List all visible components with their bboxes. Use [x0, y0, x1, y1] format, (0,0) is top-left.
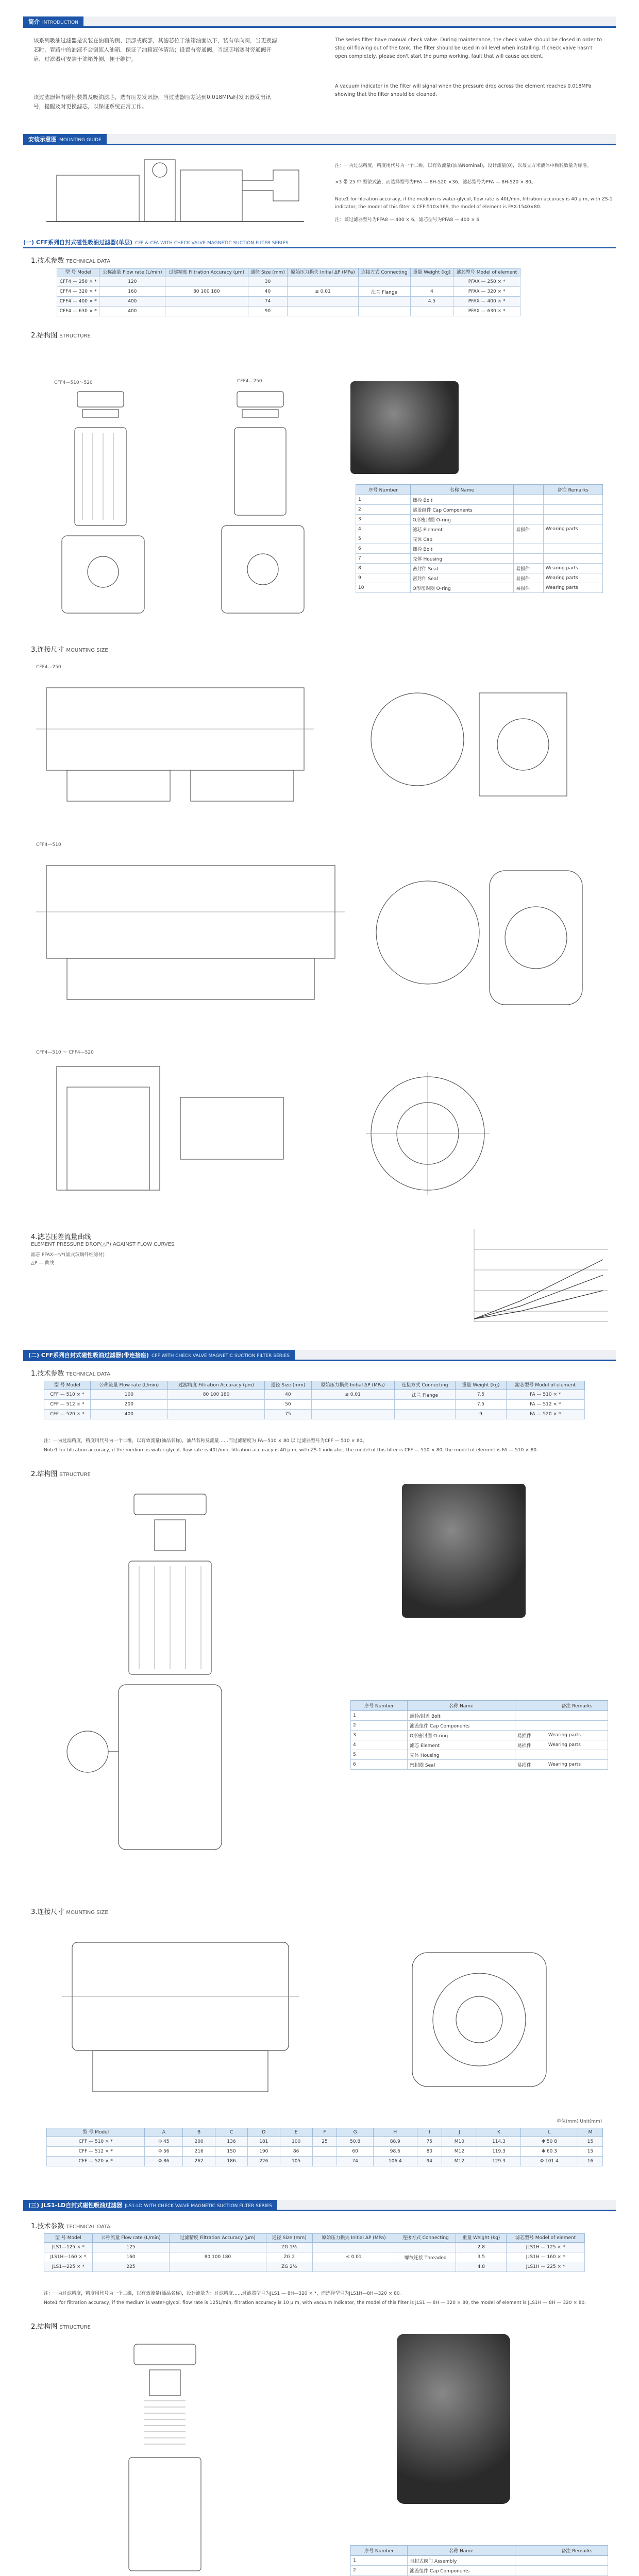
table-row: CFF — 520 × * Φ 86 262 186 226 105 74 106.4 94 M12 129.3 Φ 101 4 16 [47, 2157, 603, 2166]
s2-label-en: CFF WITH CHECK VALVE MAGNETIC SUCTION FILTER SERIES [152, 1353, 290, 1359]
s2-exploded-view [57, 1489, 325, 1880]
s3-exploded-view [52, 2339, 309, 2576]
install-label: 安装示意图 [28, 136, 57, 143]
s1-label: (一) CFF系列自封式磁性吸油过滤器(单层) [23, 239, 133, 246]
table-row: 4 滤芯 Element 易损件 Wearing parts [356, 524, 603, 534]
s2-note: 注：一为过滤精度，精度用代号为一个二维，以有效流量(油品名称)，油品名称及流量……而过滤精度为 FA—510 × 80 以 过滤器型号为CFF — 510 × 80。 [44, 1438, 367, 1444]
table-row: JLS1—225 × * 225 ZG 2½ 4.8 JLS1H — 225 × * [44, 2262, 585, 2272]
table-row: CFF4 — 630 × * 400 90 PFAX — 630 × * [57, 307, 520, 316]
table-row: 5 壳体 Cap [356, 534, 603, 544]
s3-product-photo [397, 2334, 510, 2504]
table-row: 8 密封件 Seal 易损件 Wearing parts [356, 564, 603, 573]
table-row: CFF4 — 250 × * 120 30 PFAX — 250 × * [57, 277, 520, 287]
s2-product-photo [402, 1484, 526, 1618]
table-row: 2 滤盖组件 Cap Components [356, 505, 603, 515]
table-row: 5 壳体 Housing [351, 1750, 608, 1760]
s1-curve-note2: △P — 曲线 [31, 1261, 55, 1266]
s3-note-en: Note1 for filtration accuracy, if the medium is water-glycol, flow rate is 125L/min, filtration accuracy is 10 μ m, with vacuum indicator, the model of this filter is JLS1 — 8H — 320 × 80, the model of element is JLS1H — 8H — 320 × 80. [44, 2300, 586, 2306]
s1-label-en: CFF & CFA WITH CHECK VALVE MAGNETIC SUCTION FILTER SERIES [135, 241, 289, 246]
table-row: 1 螺栓/封盖 Bolt [351, 1711, 608, 1721]
s1-struct-label-a: CFF4—510～520 [54, 380, 93, 385]
s3-label: (三) JLS1-LD自封式磁性吸油过滤器 [28, 2202, 123, 2209]
install-header [23, 134, 616, 145]
s2-mount-drawing [52, 1922, 608, 2112]
s1-product-photo [350, 381, 459, 474]
intro-cn2: 该过滤器带有磁性装置及吸油滤芯，选有压差发讯器，当过滤器压差达到0.018MPa时发讯器发出讯号，提醒及时更换滤芯，以保证系统正常工作。 [33, 94, 271, 110]
intro-header [23, 16, 616, 28]
s1-tech-table: 型 号 Model 公称流量 Flow rate (L/min) 过滤精度 Filtration Accuracy (μm) 通径 Size (mm) 原始压力损失 Initial ΔP (MPa) 连接方式 Connecting 重量 Weight (kg) 滤芯型号 Model of element CFF4 — 250 × * 120 30 PFAX — 250 × * CFF4 — 320 × * 160 80 100 180 40 ≤ 0.01 法兰 Flange 4 PFAX — 320 × * CFF4 — 400 × * 400 74 4.5 PFAX — 400 × * CFF4 — 630 × * 400 90 PFAX — 630 × * [57, 268, 520, 316]
table-row: CFF — 510 × * Φ 45 200 136 181 100 25 50.8 88.9 75 M10 114.3 Φ 50 8 15 [47, 2137, 603, 2147]
table-row: 1 自封式阀门 Assembly [351, 2556, 608, 2566]
install-note2: ×3 带 25 中 型浓式液，而选择型号为PFA — 8H-520 ×36，滤芯型号为PFA — 8H-520 × 80。 [335, 180, 536, 185]
s1-struct-label-b: CFF4—250 [237, 379, 262, 384]
intro-en: The series filter have manual check valve. During maintenance, the check valve should be closed in order to stop oil flowing out of the tank. The filter should be used in oil level when installing. If check valve hasn't open completely, please don't start the pump working, fault that will cause accident. [335, 37, 602, 59]
s2-tech-table: 型 号 Model 公称流量 Flow rate (L/min) 过滤精度 Filtration Accuracy (μm) 通径 Size (mm) 原始压力损失 Initial ΔP (MPa) 连接方式 Connecting 重量 Weight (kg) 滤芯型号 Model of element CFF — 510 × * 100 80 100 180 40 ≤ 0.01 法兰 Flange 7.5 FA — 510 × * CFF — 512 × * 200 50 7.5 FA — 512 × * CFF — 520 × * 400 75 9 FA — 520 × * [44, 1381, 585, 1419]
s1-mount-drawing-b [36, 850, 603, 1025]
table-row: 3 O形密封圈 O-ring [356, 515, 603, 524]
table-row: JLS1H—160 × * 160 80 100 180 ZG 2 ≤ 0.01 螺纹连接 Threaded 3.5 JLS1H — 160 × * [44, 2252, 585, 2262]
s1-mount-drawing-c [36, 1056, 603, 1211]
table-row: CFF — 512 × * 200 50 7.5 FA — 512 × * [44, 1400, 585, 1410]
table-row: 2 滤盖组件 Cap Components [351, 1721, 608, 1731]
s1-exploded-view [46, 386, 335, 629]
s1-draw-label-b: CFF4—510 [36, 842, 61, 848]
s1-draw-label-a: CFF4—250 [36, 665, 61, 670]
s3-tech-title: 1.技术参数 TECHNICAL DATA [31, 2223, 111, 2230]
s2-unit: 单位(mm) Unit(mm) [557, 2119, 602, 2124]
table-row: 9 密封件 Seal 易损件 Wearing parts [356, 573, 603, 583]
s3-parts-table: 序号 Number 名称 Name 备注 Remarks 1 自封式阀门 Assembly 2 滤盖组件 Cap Components [350, 2545, 608, 2576]
s2-struct-title: 2.结构图 STRUCTURE [31, 1470, 91, 1478]
table-row: 4 滤芯 Element 易损件 Wearing parts [351, 1740, 608, 1750]
table-row: CFF — 520 × * 400 75 9 FA — 520 × * [44, 1410, 585, 1419]
table-row: 6 密封圈 Seal 易损件 Wearing parts [351, 1760, 608, 1770]
install-note4: 注：该过滤器型号为PFA8 — 400 × 6，滤芯型号为PFA8 — 400 × 6. [335, 217, 481, 223]
s3-header [23, 2200, 616, 2211]
s2-header [23, 1350, 616, 1361]
s1-struct-title: 2.结构图 STRUCTURE [31, 332, 91, 340]
table-row: 2 滤盖组件 Cap Components [351, 2566, 608, 2575]
s2-parts-table: 序号 Number 名称 Name 备注 Remarks 1 螺栓/封盖 Bolt 2 滤盖组件 Cap Components 3 O形密封圈 O-ring 易损件 Wearing parts 4 滤芯 Element 易损件 Wearing parts 5 壳体 Housing 6 密封圈 Seal 易损件 Wearing parts [350, 1700, 608, 1770]
table-row: CFF4 — 320 × * 160 80 100 180 40 ≤ 0.01 法兰 Flange 4 PFAX — 320 × * [57, 287, 520, 297]
s1-header [23, 237, 616, 248]
s2-mount-title: 3.连接尺寸 MOUNTING SIZE [31, 1908, 108, 1916]
s2-dim-table: 型 号 Model A B C D E F G H I J K L M CFF — 510 × * Φ 45 200 136 181 100 25 50.8 88.9 75 M10 114.3 Φ 50 8 15 CFF — 512 × * Φ 56 216 150 190 86 60 98.6 80 M12 119.3 Φ 60 3 15 CFF — 520 × * Φ 86 262 186 226 105 74 106.4 94 M12 129.3 Φ 101 4 16 [46, 2128, 603, 2166]
s3-tech-table: 型 号 Model 公称流量 Flow rate (L/min) 过滤精度 Filtration Accuracy (μm) 通径 Size (mm) 原始压力损失 Initial ΔP (MPa) 连接方式 Connecting 重量 Weight (kg) 滤芯型号 Model of element JLS1—125 × * 125 ZG 1½ 2.8 JLS1H — 125 × * JLS1H—160 × * 160 80 100 180 ZG 2 ≤ 0.01 螺纹连接 Threaded 3.5 JLS1H — 160 × * JLS1—225 × * 225 ZG 2½ 4.8 JLS1H — 225 × * [44, 2233, 585, 2272]
table-row: CFF — 510 × * 100 80 100 180 40 ≤ 0.01 法兰 Flange 7.5 FA — 510 × * [44, 1390, 585, 1400]
s1-curve-note: 滤芯 PFAX—*/*(滤式玻璃纤维滤材) [31, 1252, 105, 1258]
table-row: 6 螺栓 Bolt [356, 544, 603, 554]
s2-note-en: Note1 for filtration accuracy, if the medium is water-glycol, flow rate is 40L/min, filtration accuracy is 40 μ m, with ZS-1 indicator, the model of this filter is CFF — 510 × 80, the model of element is FA — 510 × 80. [44, 1448, 538, 1453]
intro-label: 简介 [28, 19, 40, 25]
s3-struct-title: 2.结构图 STRUCTURE [31, 2323, 91, 2331]
s1-flow-curve [459, 1224, 613, 1337]
s2-label: (二) CFF系列自封式磁性吸油过滤器(带连接座) [28, 1352, 149, 1359]
intro-cn: 该系列吸油过滤器是安装在油箱的侧、顶部或底部，其滤芯位于油箱油面以下，装有单向阀，当更换滤芯时，管路中的油液不会倒流入油箱，保证了油箱液体清洁；设置有旁通阀，当滤芯堵塞时旁通阀开启，过滤器可安装于油箱外侧，便于维护。 [33, 38, 277, 62]
s3-label-en: JLS1-LD WITH CHECK VALVE MAGNETIC SUCTION FILTER SERIES [125, 2204, 272, 2209]
intro-label-en: INTRODUCTION [42, 20, 78, 25]
s1-curve-title: 4.滤芯压差流量曲线 [31, 1233, 91, 1241]
table-row: CFF — 512 × * Φ 56 216 150 190 86 60 98.6 80 M12 119.3 Φ 60 3 15 [47, 2147, 603, 2157]
install-note1: 注：一为过滤精度，精度用代号为一个二维，以有效流量(油品Nominal)，设计流量(0)，以每立方米液体中颗粒数量为标准。 [335, 163, 592, 168]
s2-tech-title: 1.技术参数 TECHNICAL DATA [31, 1370, 111, 1378]
table-row: CFF4 — 400 × * 400 74 4.5 PFAX — 400 × * [57, 297, 520, 307]
install-note3: Note1 for filtration accuracy, if the medium is water-glycol, flow rate is 40L/min, filtration accuracy is 40 μ m, with ZS-1 indicator, the model of this filter is CFF-510×36S, the model of element is FAX-1540×80. [335, 197, 613, 210]
table-row: 3 O形密封圈 O-ring 易损件 Wearing parts [351, 1731, 608, 1740]
s1-draw-label-c: CFF4—510 ～ CFF4—520 [36, 1050, 94, 1055]
s1-curve-en: ELEMENT PRESSURE DROP(△P) AGAINST FLOW CURVES [31, 1242, 175, 1247]
s1-tech-title: 1.技术参数 TECHNICAL DATA [31, 257, 111, 265]
table-row: 1 螺栓 Bolt [356, 495, 603, 505]
s1-mount-title: 3.连接尺寸 MOUNTING SIZE [31, 646, 108, 654]
table-row: 10 O形密封圈 O-ring 易损件 Wearing parts [356, 583, 603, 593]
table-row: JLS1—125 × * 125 ZG 1½ 2.8 JLS1H — 125 × * [44, 2243, 585, 2252]
install-label-en: MOUNTING GUIDE [59, 138, 102, 143]
s3-note: 注：一为过滤精度，精度用代号为一个二维，以有效流量(油品名称)，设计流量为：过滤精度……过滤器型号为JLS1 — 8H—320 × *，而选择型号为JLS1H—8H—320 × 80。 [44, 2291, 405, 2296]
install-diagram [46, 155, 314, 227]
s1-mount-drawing-a [36, 672, 603, 827]
intro-en2: A vacuum indicator in the filter will signal when the pressure drop across the element reaches 0.018MPa showing that the filter should be cleaned. [335, 83, 592, 97]
s1-parts-table: 序号 Number 名称 Name 备注 Remarks 1 螺栓 Bolt 2 滤盖组件 Cap Components 3 O形密封圈 O-ring 4 滤芯 Element 易损件 Wearing parts 5 壳体 Cap 6 螺栓 Bolt 7 壳体 Housing 8 密封件 Seal 易损件 Wearing parts 9 密封件 Seal 易损件 Wearing parts 10 O形密封圈 O-ring 易损件 Wearing parts [356, 484, 603, 593]
table-row: 7 壳体 Housing [356, 554, 603, 564]
